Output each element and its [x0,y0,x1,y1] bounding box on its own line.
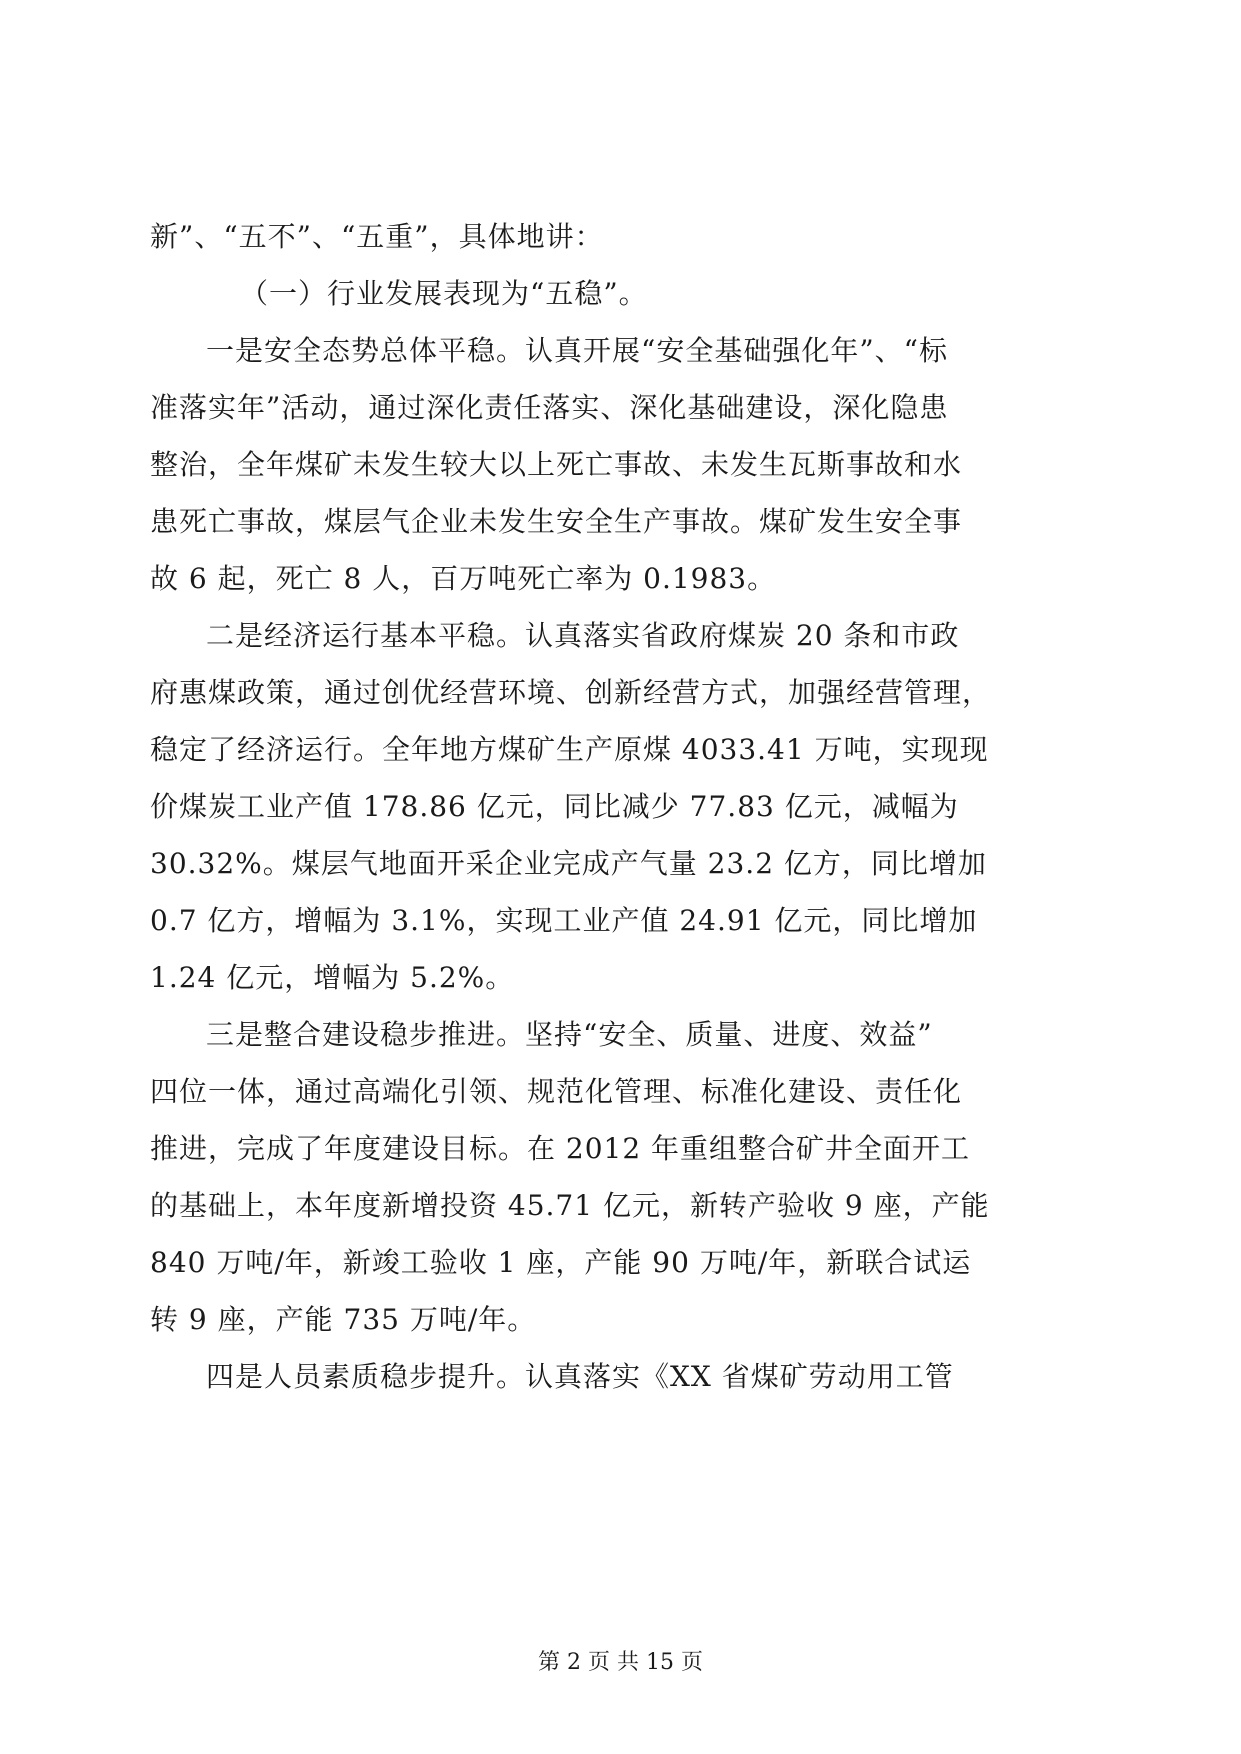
text-line: 1.24 亿元，增幅为 5.2%。 [150,961,515,994]
text-line: 推进，完成了年度建设目标。在 2012 年重组整合矿井全面开工 [150,1132,971,1165]
text-line: 的基础上，本年度新增投资 45.71 亿元，新转产验收 9 座，产能 [150,1189,990,1222]
paragraph-start-line: 三是整合建设稳步推进。坚持“安全、质量、进度、效益” [206,1018,933,1051]
text-line: 转 9 座，产能 735 万吨/年。 [150,1303,537,1336]
section-heading: （一）行业发展表现为“五稳”。 [240,277,648,310]
text-line: 30.32%。煤层气地面开采企业完成产气量 23.2 亿方，同比增加 [150,847,987,880]
text-line: 故 6 起，死亡 8 人，百万吨死亡率为 0.1983。 [150,562,777,595]
text-line: 新”、“五不”、“五重”，具体地讲： [150,220,604,253]
text-line: 整治，全年煤矿未发生较大以上死亡事故、未发生瓦斯事故和水 [150,448,963,481]
text-line: 840 万吨/年，新竣工验收 1 座，产能 90 万吨/年，新联合试运 [150,1246,972,1279]
text-line: 稳定了经济运行。全年地方煤矿生产原煤 4033.41 万吨，实现现 [150,733,989,766]
paragraph-start-line: 二是经济运行基本平稳。认真落实省政府煤炭 20 条和市政 [206,619,960,652]
text-line: 府惠煤政策，通过创优经营环境、创新经营方式，加强经营管理， [150,676,992,709]
text-line: 0.7 亿方，增幅为 3.1%，实现工业产值 24.91 亿元，同比增加 [150,904,978,937]
document-body [150,208,1080,1405]
text-line: 价煤炭工业产值 178.86 亿元，同比减少 77.83 亿元，减幅为 [150,790,959,823]
text-line: 患死亡事故，煤层气企业未发生安全生产事故。煤矿发生安全事 [150,505,963,538]
paragraph-start-line: 一是安全态势总体平稳。认真开展“安全基础强化年”、“标 [206,334,948,367]
text-line: 四位一体，通过高端化引领、规范化管理、标准化建设、责任化 [150,1075,963,1108]
page-number-footer: 第 2 页 共 15 页 [538,1650,703,1675]
text-line: 准落实年”活动，通过深化责任落实、深化基础建设，深化隐患 [150,391,949,424]
paragraph-start-line: 四是人员素质稳步提升。认真落实《XX 省煤矿劳动用工管 [206,1360,954,1393]
